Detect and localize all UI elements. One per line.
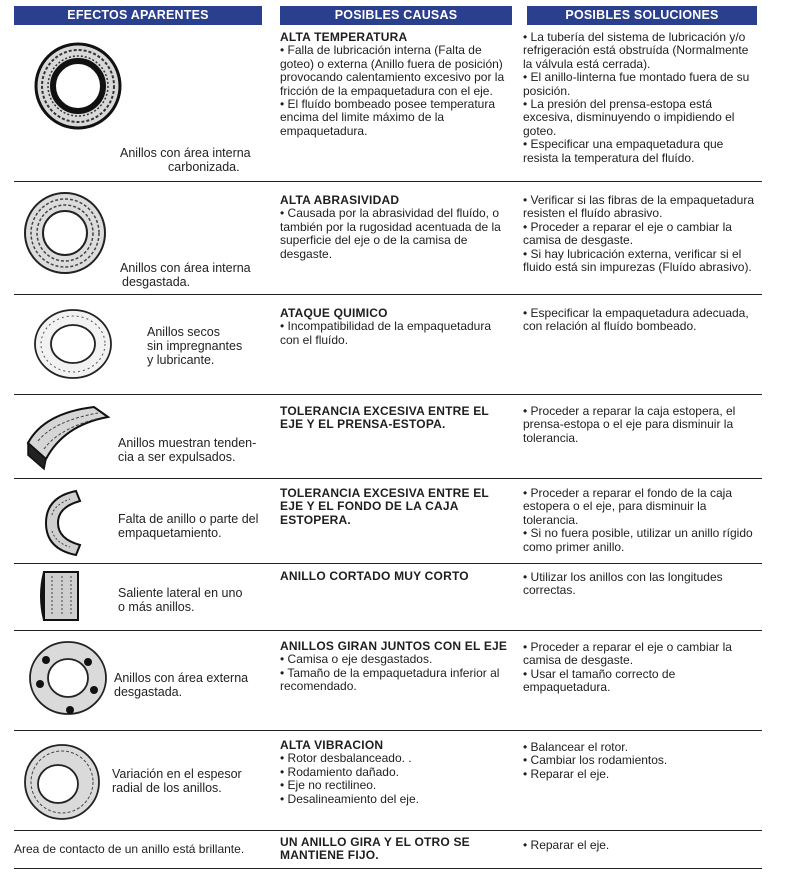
cause-cell: [280, 640, 512, 694]
solution-item: • Reparar el eje.: [523, 839, 759, 852]
packing-ring-extruded-icon: [24, 403, 114, 473]
cause-cell: [280, 405, 512, 432]
cause-title: ALTA TEMPERATURA: [280, 30, 408, 44]
cause-title: ALTA VIBRACION: [280, 738, 384, 752]
cause-cell: [280, 307, 512, 347]
cause-title: TOLERANCIA EXCESIVA ENTRE EL EJE Y EL FONDO DE LA CAJA ESTOPERA.: [280, 486, 489, 527]
packing-ring-worn-icon: [22, 190, 108, 276]
cause-item: • Tamaño de la empaquetadura inferior al recomendado.: [280, 667, 512, 694]
effect-text: [118, 512, 258, 540]
solution-item: • Proceder a reparar el eje o cambiar la camisa de desgaste.: [523, 641, 759, 668]
solution-item: • Balancear el rotor.: [523, 741, 759, 754]
effect-line: Anillos muestran tenden-: [118, 436, 257, 450]
solution-item: • Usar el tamaño correcto de empaquetadura.: [523, 668, 759, 695]
packing-ring-cut-short-icon: [38, 568, 84, 624]
effect-line: cia a ser expulsados.: [118, 450, 236, 464]
solution-item: • Reparar el eje.: [523, 768, 759, 781]
cause-item: • Incompatibilidad de la empaquetadura con el fluído.: [280, 320, 512, 347]
effect-text: [112, 767, 242, 795]
effect-line: y lubricante.: [147, 353, 215, 367]
solution-cell: [523, 487, 759, 554]
effect-line: Variación en el espesor: [112, 767, 242, 781]
solution-cell: [523, 839, 759, 852]
cause-item: • Rotor desbalanceado. .: [280, 752, 512, 765]
row-divider: [14, 868, 762, 869]
effect-line: empaquetamiento.: [118, 526, 222, 540]
cause-item: • Rodamiento dañado.: [280, 766, 512, 779]
effect-text: [118, 436, 256, 464]
header-effects: EFECTOS APARENTES: [14, 6, 262, 25]
solution-item: • Si hay lubricación externa, verificar si el fluido está sin impurezas (Fluído abrasivo).: [523, 248, 759, 275]
effect-text: [120, 146, 251, 174]
effect-text: [147, 325, 242, 367]
row-divider: [14, 394, 762, 395]
row-divider: [14, 181, 762, 182]
row-divider: [14, 730, 762, 731]
effect-text: [120, 261, 251, 289]
cause-item: • El fluído bombeado posee temperatura encima del limite máximo de la empaquetadura.: [280, 98, 512, 138]
solution-cell: [523, 641, 759, 695]
effect-text: [118, 586, 242, 614]
effect-line: Anillos con área interna: [120, 146, 251, 160]
solution-cell: [523, 571, 759, 598]
effect-line: o más anillos.: [118, 600, 195, 614]
cause-item: • Camisa o eje desgastados.: [280, 653, 512, 666]
solution-item: • Proceder a reparar el fondo de la caja estopera o el eje, para disminuir la tolerancia.: [523, 487, 759, 527]
packing-ring-outer-worn-icon: [26, 638, 110, 718]
effect-line: Anillos con área externa: [114, 671, 249, 685]
solution-item: • La presión del prensa-estopa está excesiva, disminuyendo o impidiendo el goteo.: [523, 98, 759, 138]
packing-ring-uneven-icon: [22, 742, 102, 822]
effect-line: Falta de anillo o parte del: [118, 512, 259, 526]
header-causes: POSIBLES CAUSAS: [280, 6, 512, 25]
cause-cell: [280, 739, 512, 806]
effect-text: [14, 842, 244, 856]
cause-cell: [280, 31, 512, 138]
effect-line: radial de los anillos.: [112, 781, 222, 795]
solution-cell: [523, 307, 759, 334]
solution-item: • Verificar si las fibras de la empaquetadura resisten el fluído abrasivo.: [523, 194, 759, 221]
cause-title: UN ANILLO GIRA Y EL OTRO SE MANTIENE FIJO.: [280, 835, 470, 863]
solution-cell: [523, 31, 759, 165]
row-divider: [14, 478, 762, 479]
packing-ring-carbonized-icon: [32, 40, 124, 132]
solution-item: • El anillo-linterna fue montado fuera de su posición.: [523, 71, 759, 98]
cause-item: • Eje no rectilineo.: [280, 779, 512, 792]
effect-line: Anillos secos: [147, 325, 220, 339]
solution-cell: [523, 405, 759, 445]
solution-item: • Proceder a reparar el eje o cambiar la camisa de desgaste.: [523, 221, 759, 248]
row-divider: [14, 563, 762, 564]
effect-text: [114, 671, 248, 699]
effect-line: Anillos con área interna: [120, 261, 251, 275]
effect-line: Area de contacto de un anillo está brillante.: [14, 842, 245, 856]
solution-item: • Especificar la empaquetadura adecuada, con relación al fluído bombeado.: [523, 307, 759, 334]
effect-line: sin impregnantes: [147, 339, 243, 353]
cause-title: ANILLO CORTADO MUY CORTO: [280, 569, 469, 583]
packing-ring-dry-icon: [32, 307, 114, 381]
cause-title: ALTA ABRASIVIDAD: [280, 193, 400, 207]
solution-item: • Especificar una empaquetadura que resista la temperatura del fluído.: [523, 138, 759, 165]
row-divider: [14, 630, 762, 631]
cause-item: • Falla de lubricación interna (Falta de goteo) o externa (Anillo fuera de posición) provocando calentamiento excesivo por la fricción de la empaquetadura con el eje.: [280, 44, 512, 98]
solution-item: • Si no fuera posible, utilizar un anillo rígido como primer anillo.: [523, 527, 759, 554]
solution-item: • La tubería del sistema de lubricación y/o refrigeración está obstruída (Normalmente la válvula está cerrada).: [523, 31, 759, 71]
cause-cell: [280, 836, 514, 863]
solution-cell: [523, 194, 759, 274]
solution-item: • Cambiar los rodamientos.: [523, 754, 759, 767]
packing-ring-missing-part-icon: [40, 487, 96, 559]
solution-item: • Utilizar los anillos con las longitudes correctas.: [523, 571, 759, 598]
effect-line: carbonizada.: [168, 160, 240, 174]
cause-title: ANILLOS GIRAN JUNTOS CON EL EJE: [280, 639, 508, 653]
solution-cell: [523, 741, 759, 781]
effect-line: desgastada.: [122, 275, 191, 289]
row-divider: [14, 294, 762, 295]
cause-item: • Desalineamiento del eje.: [280, 793, 512, 806]
effect-line: desgastada.: [114, 685, 183, 699]
solution-item: • Proceder a reparar la caja estopera, el prensa-estopa o el eje para disminuir la tolerancia.: [523, 405, 759, 445]
effect-line: Saliente lateral en uno: [118, 586, 243, 600]
cause-cell: [280, 487, 512, 527]
cause-cell: [280, 570, 512, 583]
cause-item: • Causada por la abrasividad del fluído, o también por la rugosidad acentuada de la superficie del eje o de la camisa de desgaste.: [280, 207, 512, 261]
cause-cell: [280, 194, 512, 261]
header-solutions: POSIBLES SOLUCIONES: [527, 6, 757, 25]
cause-title: TOLERANCIA EXCESIVA ENTRE EL EJE Y EL PRENSA-ESTOPA.: [280, 404, 489, 432]
row-divider: [14, 830, 762, 831]
cause-title: ATAQUE QUIMICO: [280, 306, 388, 320]
